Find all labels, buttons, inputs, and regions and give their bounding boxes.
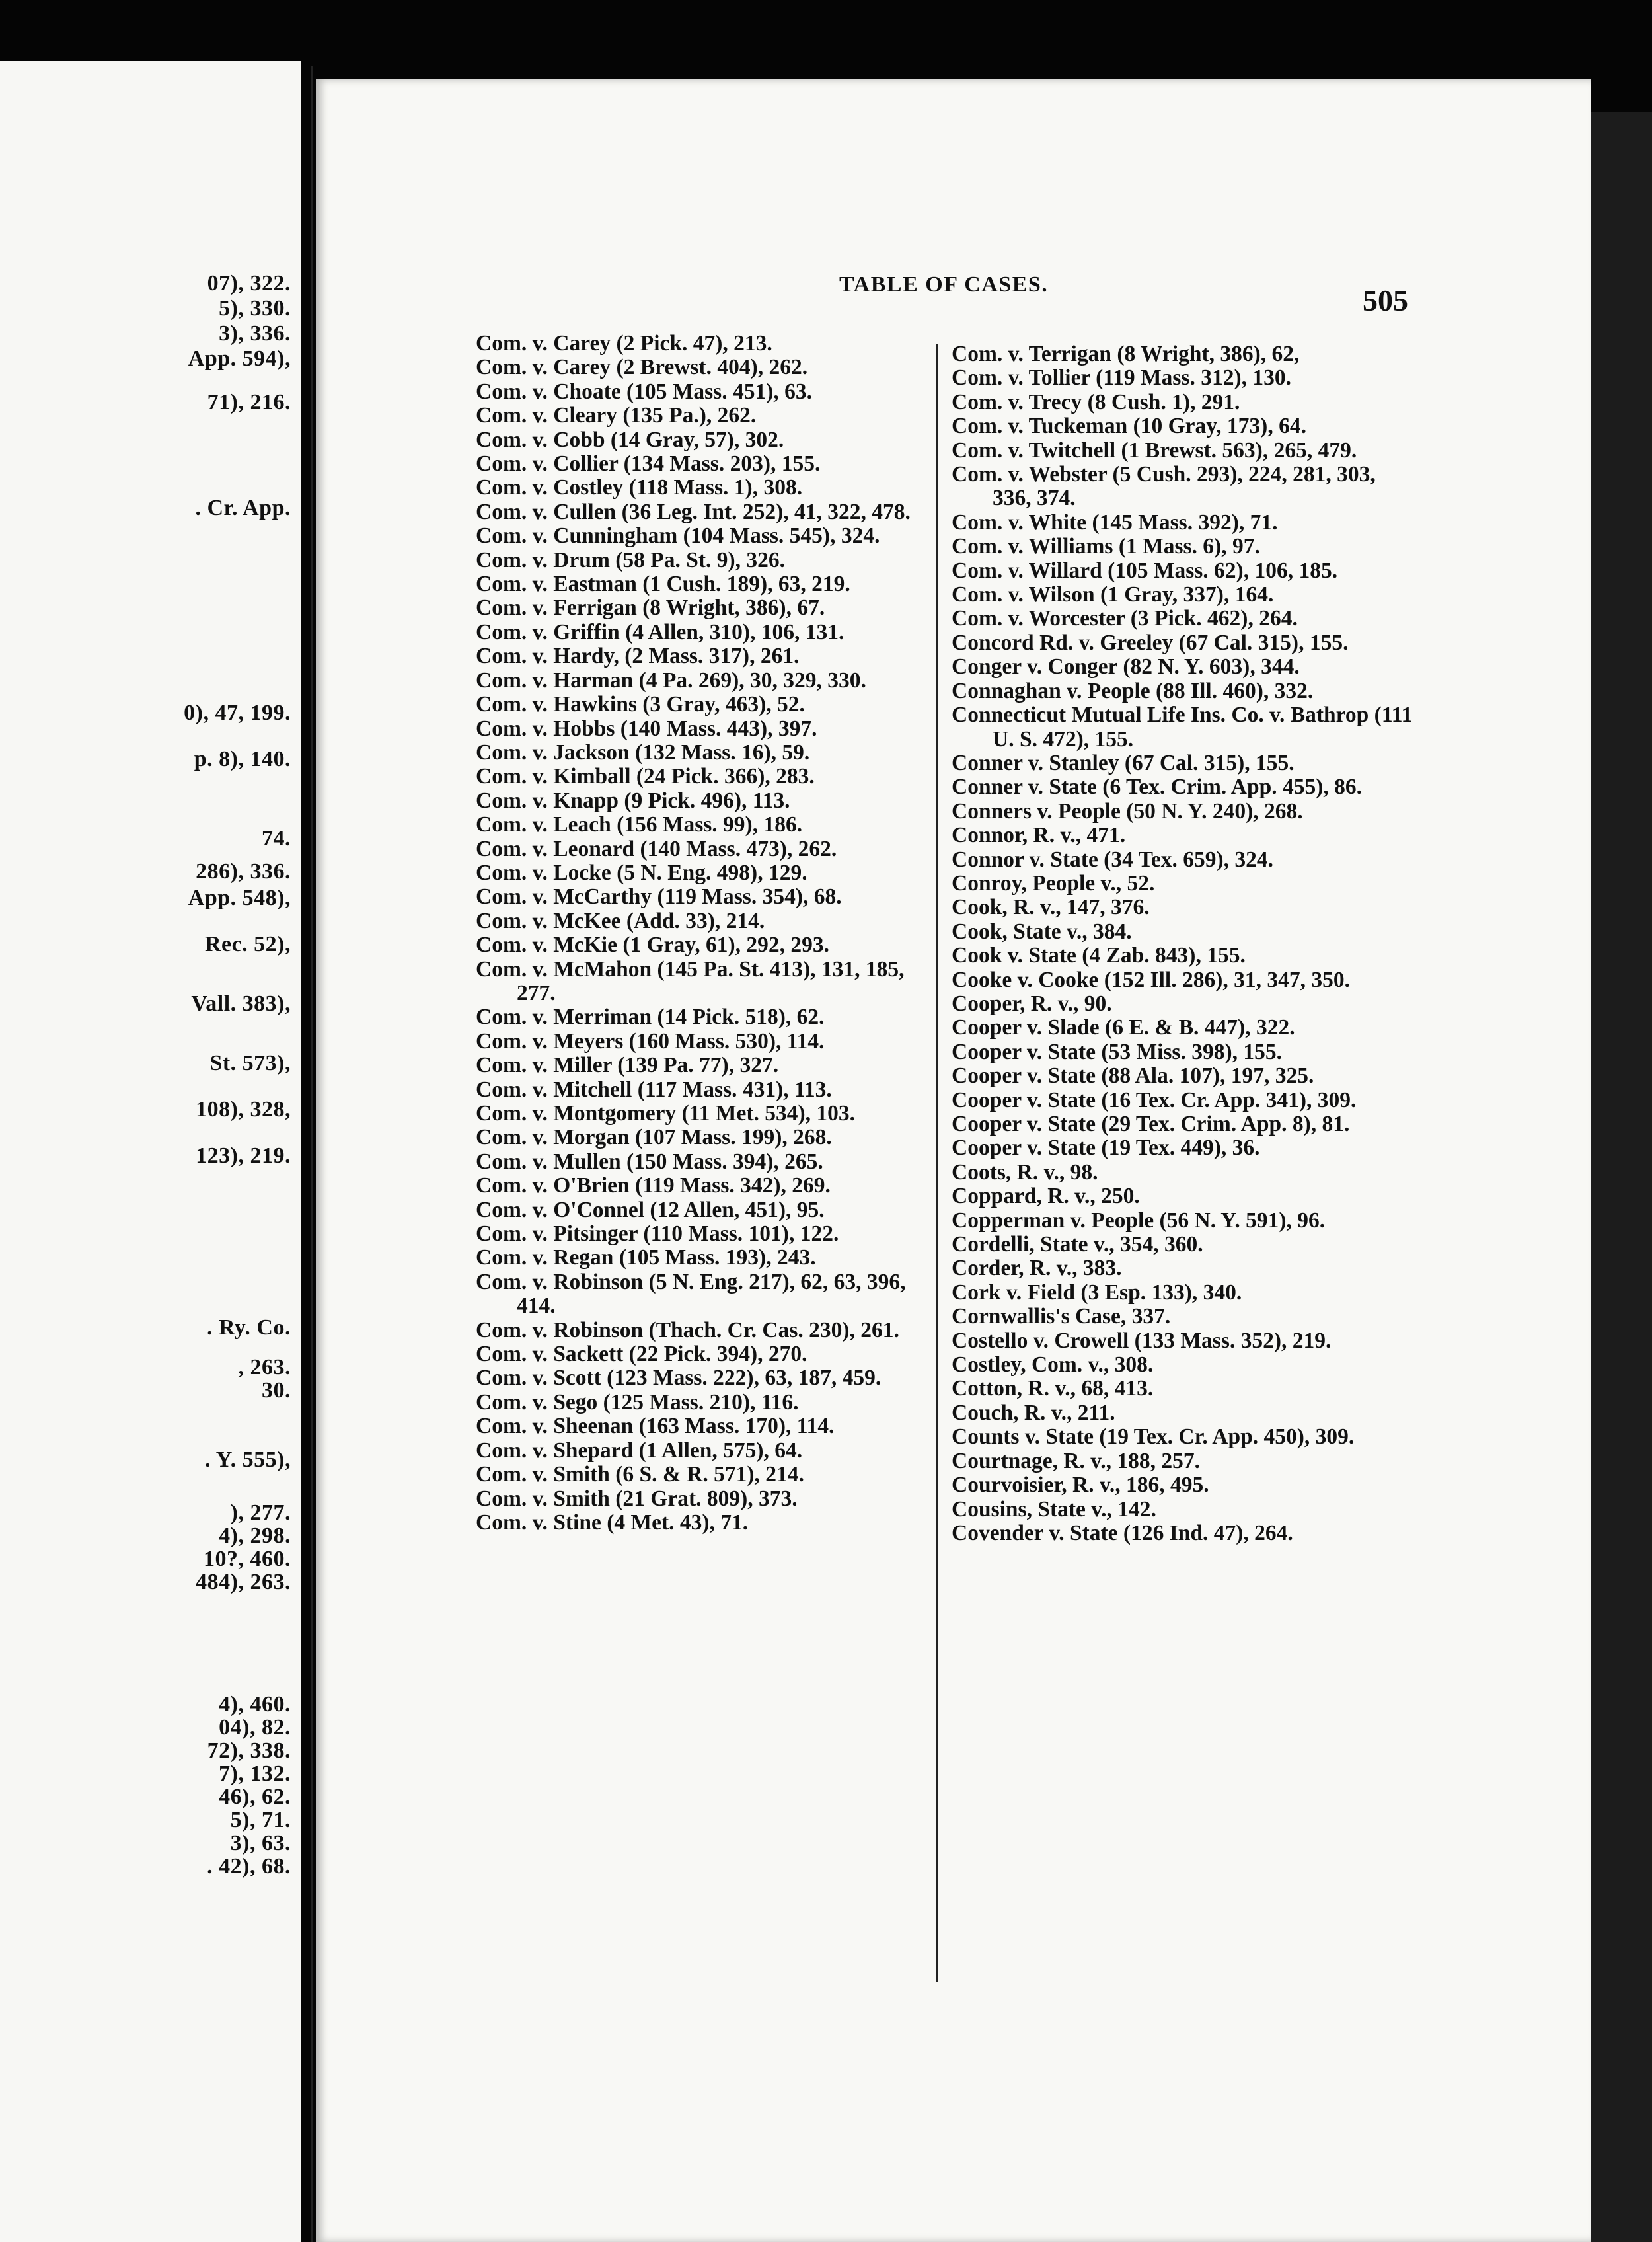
case-entry: Com. v. Ferrigan (8 Wright, 386), 67. bbox=[476, 596, 825, 621]
case-entry: Cousins, State v., 142. bbox=[952, 1496, 1156, 1522]
facing-page-text-fragment: 7), 132. bbox=[219, 1761, 291, 1786]
facing-page-text-fragment: 108), 328, bbox=[196, 1097, 291, 1122]
facing-page-text-fragment: 3), 336. bbox=[219, 321, 291, 346]
running-header-title: TABLE OF CASES. bbox=[839, 272, 1049, 297]
case-entry: Cook, R. v., 147, 376. bbox=[952, 895, 1150, 920]
case-entry: Com. v. Webster (5 Cush. 293), 224, 281, 303, 336, 374. bbox=[952, 462, 1376, 511]
case-entry: Com. v. Tollier (119 Mass. 312), 130. bbox=[952, 366, 1291, 391]
facing-page-text-fragment: 30. bbox=[262, 1378, 291, 1403]
case-entry: Conger v. Conger (82 N. Y. 603), 344. bbox=[952, 654, 1300, 679]
facing-page-text-fragment: ), 277. bbox=[230, 1500, 291, 1525]
case-entry: Com. v. McCarthy (119 Mass. 354), 68. bbox=[476, 884, 842, 909]
case-entry: Com. v. Knapp (9 Pick. 496), 113. bbox=[476, 788, 790, 813]
case-entry: Com. v. Terrigan (8 Wright, 386), 62, bbox=[952, 342, 1300, 366]
facing-page-text-fragment: p. 8), 140. bbox=[194, 747, 291, 771]
page-number: 505 bbox=[1363, 284, 1408, 317]
column-divider bbox=[936, 344, 938, 1982]
case-entry: Com. v. Meyers (160 Mass. 530), 114. bbox=[476, 1028, 825, 1054]
case-entry: Conner v. Stanley (67 Cal. 315), 155. bbox=[952, 750, 1295, 775]
case-entry: Counts v. State (19 Tex. Cr. App. 450), 309. bbox=[952, 1424, 1355, 1450]
facing-page-text-fragment: 72), 338. bbox=[207, 1738, 291, 1763]
case-entry: Com. v. Robinson (Thach. Cr. Cas. 230), 261. bbox=[476, 1317, 899, 1342]
case-entry: Com. v. Cullen (36 Leg. Int. 252), 41, 322, 478. bbox=[476, 499, 911, 524]
case-entry: Com. v. Mullen (150 Mass. 394), 265. bbox=[476, 1149, 823, 1174]
case-entry: Com. v. Williams (1 Mass. 6), 97. bbox=[952, 534, 1260, 559]
page-edge-shadow bbox=[1591, 112, 1652, 2242]
case-entry: Cooper v. Slade (6 E. & B. 447), 322. bbox=[952, 1015, 1295, 1040]
case-entry: Com. v. Collier (134 Mass. 203), 155. bbox=[476, 451, 821, 477]
case-entry: Com. v. Pitsinger (110 Mass. 101), 122. bbox=[476, 1221, 839, 1247]
case-entry: Connor v. State (34 Tex. 659), 324. bbox=[952, 847, 1274, 872]
case-entry: Conners v. People (50 N. Y. 240), 268. bbox=[952, 798, 1303, 824]
case-entry: Connor, R. v., 471. bbox=[952, 823, 1126, 848]
case-entry: Com. v. Cunningham (104 Mass. 545), 324. bbox=[476, 523, 880, 549]
case-entry: Com. v. Tuckeman (10 Gray, 173), 64. bbox=[952, 414, 1306, 439]
case-entry: Copperman v. People (56 N. Y. 591), 96. bbox=[952, 1208, 1326, 1233]
facing-page-text-fragment: , 263. bbox=[238, 1355, 291, 1379]
facing-page-text-fragment: 3), 63. bbox=[230, 1831, 291, 1855]
case-entry: Com. v. Montgomery (11 Met. 534), 103. bbox=[476, 1101, 856, 1126]
case-entry: Costley, Com. v., 308. bbox=[952, 1352, 1154, 1377]
facing-page-fragment bbox=[0, 61, 301, 2242]
case-entry: Com. v. Jackson (132 Mass. 16), 59. bbox=[476, 740, 810, 765]
facing-page-text-fragment: 4), 460. bbox=[219, 1692, 291, 1717]
case-entry: Com. v. Hawkins (3 Gray, 463), 52. bbox=[476, 692, 805, 717]
facing-page-text-fragment: 4), 298. bbox=[219, 1524, 291, 1548]
case-list-right-column bbox=[952, 342, 1414, 1545]
case-entry: Com. v. Sego (125 Mass. 210), 116. bbox=[476, 1389, 799, 1414]
case-entry: Connecticut Mutual Life Ins. Co. v. Bathrop (111 U. S. 472), 155. bbox=[952, 703, 1413, 752]
case-entry: Cordelli, State v., 354, 360. bbox=[952, 1232, 1203, 1257]
facing-page-text-fragment: . Cr. App. bbox=[195, 496, 291, 520]
case-entry: Covender v. State (126 Ind. 47), 264. bbox=[952, 1520, 1293, 1545]
case-entry: Com. v. Smith (6 S. & R. 571), 214. bbox=[476, 1462, 804, 1487]
facing-page-text-fragment: 10?, 460. bbox=[204, 1547, 291, 1571]
facing-page-text-fragment: 74. bbox=[262, 826, 291, 851]
case-entry: Cork v. Field (3 Esp. 133), 340. bbox=[952, 1280, 1242, 1305]
case-entry: Com. v. Choate (105 Mass. 451), 63. bbox=[476, 379, 812, 404]
case-entry: Com. v. Twitchell (1 Brewst. 563), 265, 479. bbox=[952, 438, 1357, 463]
facing-page-text-fragment: 5), 330. bbox=[219, 296, 291, 321]
case-entry: Courvoisier, R. v., 186, 495. bbox=[952, 1473, 1209, 1498]
case-entry: Conner v. State (6 Tex. Crim. App. 455), 86. bbox=[952, 775, 1363, 800]
case-entry: Com. v. Sheenan (163 Mass. 170), 114. bbox=[476, 1414, 835, 1439]
case-entry: Coppard, R. v., 250. bbox=[952, 1184, 1140, 1209]
case-entry: Com. v. McKie (1 Gray, 61), 292, 293. bbox=[476, 933, 829, 958]
facing-page-text-fragment: Rec. 52), bbox=[204, 932, 291, 956]
case-entry: Com. v. Eastman (1 Cush. 189), 63, 219. bbox=[476, 572, 850, 597]
case-entry: Com. v. Sackett (22 Pick. 394), 270. bbox=[476, 1342, 807, 1367]
case-entry: Com. v. Cleary (135 Pa.), 262. bbox=[476, 403, 757, 428]
case-entry: Com. v. Stine (4 Met. 43), 71. bbox=[476, 1510, 749, 1535]
case-entry: Com. v. Miller (139 Pa. 77), 327. bbox=[476, 1053, 779, 1078]
facing-page-text-fragment: App. 594), bbox=[188, 346, 291, 371]
case-entry: Com. v. O'Connel (12 Allen, 451), 95. bbox=[476, 1197, 825, 1222]
case-entry: Com. v. Worcester (3 Pick. 462), 264. bbox=[952, 606, 1298, 631]
case-entry: Com. v. Morgan (107 Mass. 199), 268. bbox=[476, 1125, 832, 1150]
facing-page-text-fragment: St. 573), bbox=[209, 1051, 291, 1075]
case-entry: Cooper, R. v., 90. bbox=[952, 991, 1112, 1016]
case-entry: Com. v. Carey (2 Brewst. 404), 262. bbox=[476, 355, 808, 380]
facing-page-text-fragment: 286), 336. bbox=[196, 859, 291, 884]
facing-page-text-fragment: 123), 219. bbox=[196, 1143, 291, 1168]
case-entry: Com. v. Leonard (140 Mass. 473), 262. bbox=[476, 836, 837, 861]
case-entry: Com. v. Cobb (14 Gray, 57), 302. bbox=[476, 427, 784, 452]
case-entry: Courtnage, R. v., 188, 257. bbox=[952, 1448, 1200, 1473]
facing-page-text-fragment: 71), 216. bbox=[207, 390, 291, 414]
case-entry: Com. v. McMahon (145 Pa. St. 413), 131, 185, 277. bbox=[476, 956, 905, 1005]
case-entry: Com. v. Regan (105 Mass. 193), 243. bbox=[476, 1245, 816, 1270]
case-entry: Com. v. Wilson (1 Gray, 337), 164. bbox=[952, 582, 1274, 607]
case-entry: Couch, R. v., 211. bbox=[952, 1400, 1115, 1425]
case-entry: Com. v. Trecy (8 Cush. 1), 291. bbox=[952, 389, 1240, 414]
case-entry: Com. v. Harman (4 Pa. 269), 30, 329, 330. bbox=[476, 668, 866, 693]
facing-page-text-fragment: . 42), 68. bbox=[207, 1854, 291, 1878]
case-entry: Com. v. Drum (58 Pa. St. 9), 326. bbox=[476, 547, 786, 572]
case-entry: Cooper v. State (16 Tex. Cr. App. 341), 309. bbox=[952, 1087, 1357, 1112]
case-entry: Cooke v. Cooke (152 Ill. 286), 31, 347, 350. bbox=[952, 967, 1350, 992]
facing-page-text-fragment: 04), 82. bbox=[219, 1715, 291, 1740]
case-entry: Com. v. Leach (156 Mass. 99), 186. bbox=[476, 812, 803, 837]
facing-page-text-fragment: . Y. 555), bbox=[205, 1448, 291, 1472]
case-entry: Cornwallis's Case, 337. bbox=[952, 1304, 1171, 1329]
case-entry: Conroy, People v., 52. bbox=[952, 870, 1155, 896]
case-entry: Com. v. Carey (2 Pick. 47), 213. bbox=[476, 331, 772, 356]
case-entry: Cooper v. State (53 Miss. 398), 155. bbox=[952, 1039, 1282, 1064]
case-entry: Cooper v. State (29 Tex. Crim. App. 8), 81. bbox=[952, 1112, 1350, 1136]
case-entry: Cooper v. State (88 Ala. 107), 197, 325. bbox=[952, 1063, 1314, 1089]
case-entry: Com. v. Smith (21 Grat. 809), 373. bbox=[476, 1486, 798, 1511]
facing-page-text-fragment: App. 548), bbox=[188, 886, 291, 910]
case-entry: Com. v. Robinson (5 N. Eng. 217), 62, 63, 396, 414. bbox=[476, 1269, 906, 1319]
facing-page-text-fragment: 5), 71. bbox=[230, 1808, 291, 1832]
case-entry: Coots, R. v., 98. bbox=[952, 1159, 1098, 1184]
facing-page-text-fragment: Vall. 383), bbox=[191, 991, 291, 1016]
case-list-left-column bbox=[476, 332, 932, 1535]
case-entry: Com. v. O'Brien (119 Mass. 342), 269. bbox=[476, 1173, 831, 1198]
case-entry: Com. v. Scott (123 Mass. 222), 63, 187, 459. bbox=[476, 1366, 882, 1391]
case-entry: Com. v. Hardy, (2 Mass. 317), 261. bbox=[476, 644, 800, 669]
case-entry: Com. v. Costley (118 Mass. 1), 308. bbox=[476, 475, 803, 500]
case-entry: Com. v. Locke (5 N. Eng. 498), 129. bbox=[476, 860, 807, 885]
case-entry: Cotton, R. v., 68, 413. bbox=[952, 1376, 1154, 1401]
case-entry: Com. v. Kimball (24 Pick. 366), 283. bbox=[476, 764, 815, 789]
case-entry: Com. v. Willard (105 Mass. 62), 106, 185. bbox=[952, 558, 1338, 583]
case-entry: Concord Rd. v. Greeley (67 Cal. 315), 155. bbox=[952, 630, 1349, 655]
case-entry: Com. v. Griffin (4 Allen, 310), 106, 131. bbox=[476, 619, 845, 644]
page-gutter-line bbox=[311, 66, 313, 2242]
case-entry: Cook v. State (4 Zab. 843), 155. bbox=[952, 943, 1246, 968]
case-entry: Com. v. Mitchell (117 Mass. 431), 113. bbox=[476, 1077, 832, 1102]
case-entry: Connaghan v. People (88 Ill. 460), 332. bbox=[952, 678, 1314, 703]
facing-page-text-fragment: . Ry. Co. bbox=[206, 1315, 291, 1340]
case-entry: Cooper v. State (19 Tex. 449), 36. bbox=[952, 1136, 1260, 1161]
case-entry: Costello v. Crowell (133 Mass. 352), 219. bbox=[952, 1328, 1332, 1353]
case-entry: Corder, R. v., 383. bbox=[952, 1256, 1122, 1281]
facing-page-text-fragment: 484), 263. bbox=[196, 1570, 291, 1594]
case-entry: Com. v. Hobbs (140 Mass. 443), 397. bbox=[476, 716, 817, 741]
facing-page-text-fragment: 07), 322. bbox=[207, 271, 291, 295]
facing-page-text-fragment: 0), 47, 199. bbox=[184, 701, 291, 725]
case-entry: Com. v. McKee (Add. 33), 214. bbox=[476, 908, 765, 933]
case-entry: Com. v. Shepard (1 Allen, 575), 64. bbox=[476, 1438, 803, 1463]
case-entry: Com. v. Merriman (14 Pick. 518), 62. bbox=[476, 1005, 825, 1030]
case-entry: Com. v. White (145 Mass. 392), 71. bbox=[952, 510, 1278, 535]
facing-page-text-fragment: 46), 62. bbox=[219, 1785, 291, 1809]
case-entry: Cook, State v., 384. bbox=[952, 919, 1132, 944]
